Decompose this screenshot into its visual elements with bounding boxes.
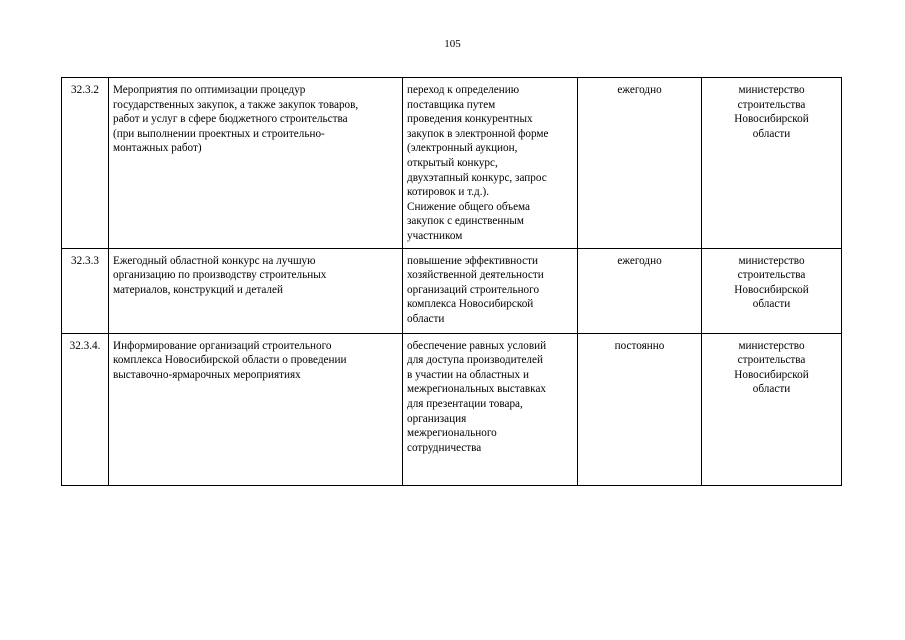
executor: министерство строительства Новосибирской области: [702, 248, 842, 333]
item-number: 32.3.4.: [62, 333, 109, 485]
term: ежегодно: [578, 78, 702, 249]
item-number: 32.3.3: [62, 248, 109, 333]
term: постоянно: [578, 333, 702, 485]
table-row: [62, 78, 842, 249]
item-number: 32.3.2: [62, 78, 109, 249]
table-row: [62, 333, 842, 485]
expected-result: переход к определению поставщика путем проведения конкурентных закупок в электронной форме (электронный аукцион, открытый конкурс, двухэтапный конкурс, запрос котировок и т.д.). Снижение общего объема закупок с единственным участником: [403, 78, 578, 249]
measures-table: [61, 77, 842, 486]
event-description: Информирование организаций строительного комплекса Новосибирской области о проведении выставочно-ярмарочных мероприятиях: [109, 333, 403, 485]
expected-result: обеспечение равных условий для доступа производителей в участии на областных и межрегиональных выставках для презентации товара, организация межрегионального сотрудничества: [403, 333, 578, 485]
event-description: Ежегодный областной конкурс на лучшую организацию по производству строительных материалов, конструкций и деталей: [109, 248, 403, 333]
executor: министерство строительства Новосибирской области: [702, 333, 842, 485]
executor: министерство строительства Новосибирской области: [702, 78, 842, 249]
event-description: Мероприятия по оптимизации процедур государственных закупок, а также закупок товаров, работ и услуг в сфере бюджетного строительства (при выполнении проектных и строительно- монтажных работ): [109, 78, 403, 249]
expected-result: повышение эффективности хозяйственной деятельности организаций строительного комплекса Новосибирской области: [403, 248, 578, 333]
table-row: [62, 248, 842, 333]
term: ежегодно: [578, 248, 702, 333]
page-number: 105: [444, 38, 461, 50]
